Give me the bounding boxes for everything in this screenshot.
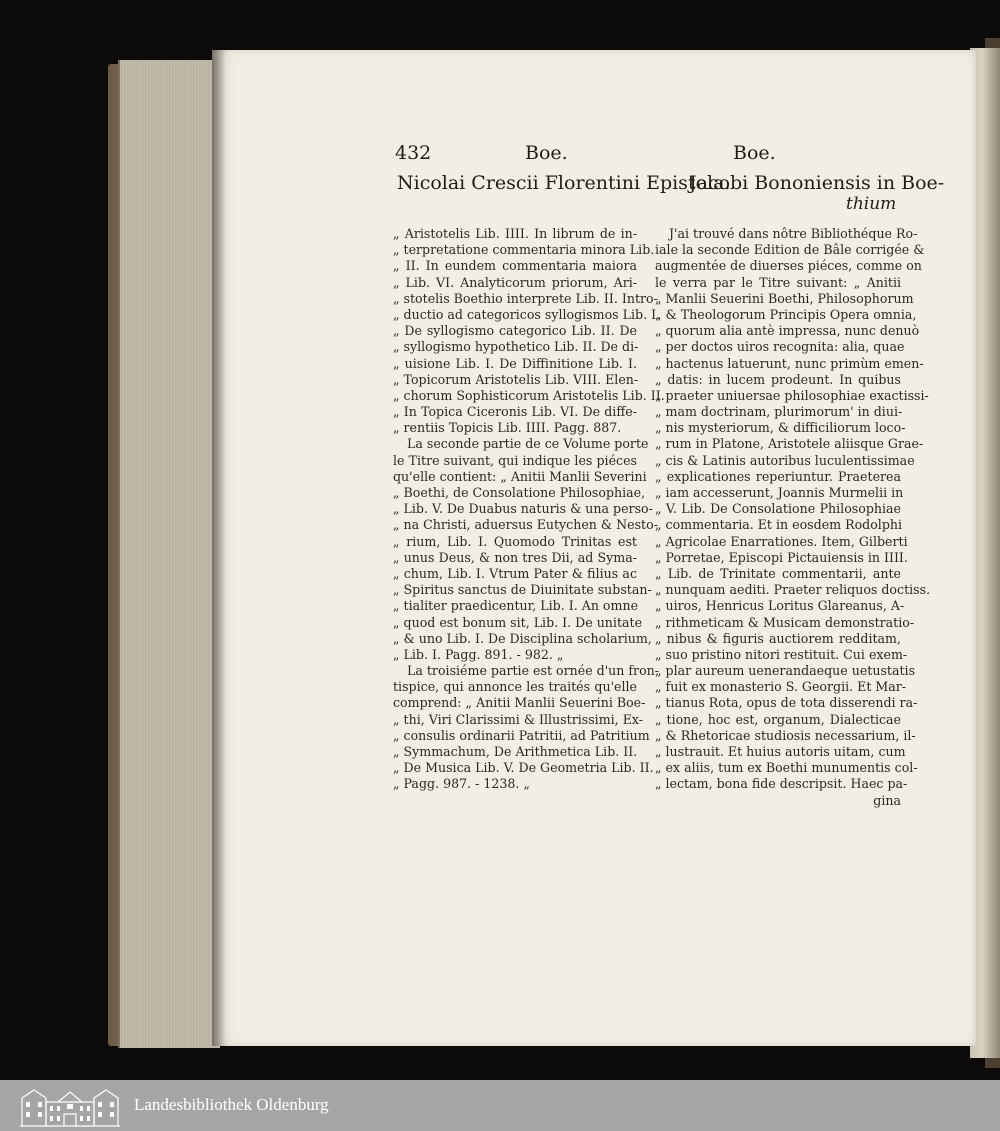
text-line: „ Lib. VI. Analyticorum priorum, Ari- — [393, 274, 637, 290]
text-line: „ Lib. V. De Duabus naturis & una perso- — [393, 501, 653, 517]
text-line: „ rithmeticam & Musicam demonstratio- — [655, 614, 915, 630]
text-column-left — [393, 226, 665, 793]
text-line: „ cis & Latinis autoribus luculentissimae — [655, 452, 915, 468]
text-line: „ syllogismo hypothetico Lib. II. De di- — [393, 339, 639, 355]
text-line: „ nibus & figuris auctiorem redditam, — [655, 630, 901, 646]
running-head-left: Boe. — [525, 142, 568, 164]
text-line: le verra par le Titre suivant: „ Anitii — [655, 274, 901, 290]
text-line: „ praeter uniuersae philosophiae exactissi- — [655, 387, 929, 403]
section-title-left: Nicolai Crescii Florentini Epistola. — [397, 172, 731, 194]
text-column-right — [655, 226, 931, 809]
text-line: „ Lib. de Trinitate commentarii, ante — [655, 565, 901, 581]
text-line: „ commentaria. Et in eosdem Rodolphi — [655, 517, 903, 533]
text-line: „ nis mysteriorum, & difficiliorum loco- — [655, 420, 906, 436]
text-line: „ Lib. I. Pagg. 891. - 982. „ — [393, 646, 564, 662]
text-line: „ terpretatione commentaria minora Lib. — [393, 242, 655, 258]
text-line: „ Boethi, de Consolatione Philosophiae, — [393, 485, 646, 500]
text-line: „ lustrauit. Et huius autoris uitam, cum — [655, 744, 906, 759]
library-building-logo — [18, 1084, 122, 1128]
library-name: Landesbibliothek Oldenburg — [134, 1095, 329, 1114]
text-line: comprend: „ Anitii Manlii Seuerini Boe- — [393, 695, 646, 711]
text-line: „ lectam, bona fide descripsit. Haec pa- — [655, 776, 908, 792]
text-line: „ stotelis Boethio interprete Lib. II. Intro- — [393, 290, 658, 306]
text-line: augmentée de diuerses piéces, comme on — [655, 258, 922, 274]
text-line: „ hactenus latuerunt, nunc primùm emen- — [655, 355, 924, 371]
text-line: „ na Christi, aduersus Eutychen & Nesto- — [393, 517, 658, 533]
text-line: „ rium, Lib. I. Quomodo Trinitas est — [393, 533, 637, 549]
text-line: „ unus Deus, & non tres Dii, ad Syma- — [393, 549, 637, 565]
text-line: „ & Rhetoricae studiosis necessarium, il- — [655, 727, 916, 743]
text-line: „ uiros, Henricus Loritus Glareanus, A- — [655, 598, 905, 614]
text-line: „ & Theologorum Principis Opera omnia, — [655, 306, 917, 322]
text-line: La troisiéme partie est ornée d'un fron- — [407, 663, 660, 679]
text-line: „ per doctos uiros recognita: alia, quae — [655, 339, 905, 355]
text-line: „ tione, hoc est, organum, Dialecticae — [655, 711, 901, 727]
text-line: J'ai trouvé dans nôtre Bibliothéque Ro- — [669, 226, 918, 241]
text-line: qu'elle contient: „ Anitii Manlii Severini — [393, 468, 647, 484]
text-line: „ explicationes reperiuntur. Praeterea — [655, 468, 901, 484]
text-line: „ V. Lib. De Consolatione Philosophiae — [655, 501, 901, 517]
text-line: „ uisione Lib. I. De Diffinitione Lib. I. — [393, 355, 637, 371]
text-line: La seconde partie de ce Volume porte — [407, 436, 649, 452]
text-line: „ consulis ordinarii Patritii, ad Patritium — [393, 727, 650, 743]
text-line: „ In Topica Ciceronis Lib. VI. De diffe- — [393, 404, 637, 420]
text-line: le Titre suivant, qui indique les piéces — [393, 452, 637, 468]
catchword: gina — [873, 792, 901, 808]
text-line: „ ex aliis, tum ex Boethi munumentis col- — [655, 760, 918, 776]
text-line: „ Agricolae Enarrationes. Item, Gilberti — [655, 533, 908, 549]
text-line: tispice, qui annonce les traités qu'elle — [393, 679, 637, 695]
page-edges — [118, 60, 220, 1048]
text-line: „ & uno Lib. I. De Disciplina scholarium, — [393, 630, 652, 646]
text-line: „ II. In eundem commentaria maiora — [393, 258, 637, 274]
text-line: „ Spiritus sanctus de Diuinitate substan- — [393, 582, 652, 598]
text-line: „ Manlii Seuerini Boethi, Philosophorum — [655, 290, 914, 306]
text-line: „ Pagg. 987. - 1238. „ — [393, 776, 530, 792]
text-line: „ tianus Rota, opus de tota disserendi ra- — [655, 695, 918, 711]
text-line: „ De syllogismo categorico Lib. II. De — [393, 323, 637, 339]
text-line: „ rentiis Topicis Lib. IIII. Pagg. 887. — [393, 420, 622, 436]
page-number: 432 — [395, 142, 432, 164]
text-line: „ tialiter praedicentur, Lib. I. An omne — [393, 598, 639, 614]
text-line: „ iam accesserunt, Joannis Murmelii in — [655, 485, 904, 500]
text-line: „ Porretae, Episcopi Pictauiensis in IIII. — [655, 549, 908, 565]
gutter-shadow — [212, 50, 226, 1046]
text-line: „ datis: in lucem prodeunt. In quibus — [655, 371, 901, 387]
text-line: „ rum in Platone, Aristotele aliisque Grae- — [655, 436, 924, 452]
text-line: „ suo pristino nitori restituit. Cui exem- — [655, 646, 908, 662]
text-line: „ thi, Viri Clarissimi & Illustrissimi, Ex- — [393, 711, 644, 727]
text-line: „ fuit ex monasterio S. Georgii. Et Mar- — [655, 679, 907, 695]
text-line: „ Topicorum Aristotelis Lib. VIII. Elen- — [393, 371, 639, 387]
running-head-right: Boe. — [733, 142, 776, 164]
text-line: „ mam doctrinam, plurimorum' in diui- — [655, 404, 903, 420]
text-line: „ Symmachum, De Arithmetica Lib. II. — [393, 744, 638, 759]
text-line: „ plar aureum uenerandaeque uetustatis — [655, 663, 916, 679]
text-line: iale la seconde Edition de Bâle corrigée & — [655, 242, 925, 258]
text-line: „ ductio ad categoricos syllogismos Lib. I. — [393, 306, 661, 322]
text-line: „ quorum alia antè impressa, nunc denuò — [655, 323, 920, 339]
text-line: „ chum, Lib. I. Vtrum Pater & filius ac — [393, 565, 637, 581]
text-line: „ quod est bonum sit, Lib. I. De unitate — [393, 614, 643, 630]
library-footer-bar — [0, 1080, 1000, 1131]
text-line: „ Aristotelis Lib. IIII. In librum de in- — [393, 226, 637, 241]
section-title-right-continued: thium — [846, 194, 897, 214]
section-title-right: Jacobi Bononiensis in Boe- — [689, 172, 945, 194]
text-line: „ nunquam aediti. Praeter reliquos doctiss. — [655, 582, 931, 598]
text-line: „ chorum Sophisticorum Aristotelis Lib. II. — [393, 387, 665, 403]
text-line: „ De Musica Lib. V. De Geometria Lib. II. — [393, 760, 654, 776]
